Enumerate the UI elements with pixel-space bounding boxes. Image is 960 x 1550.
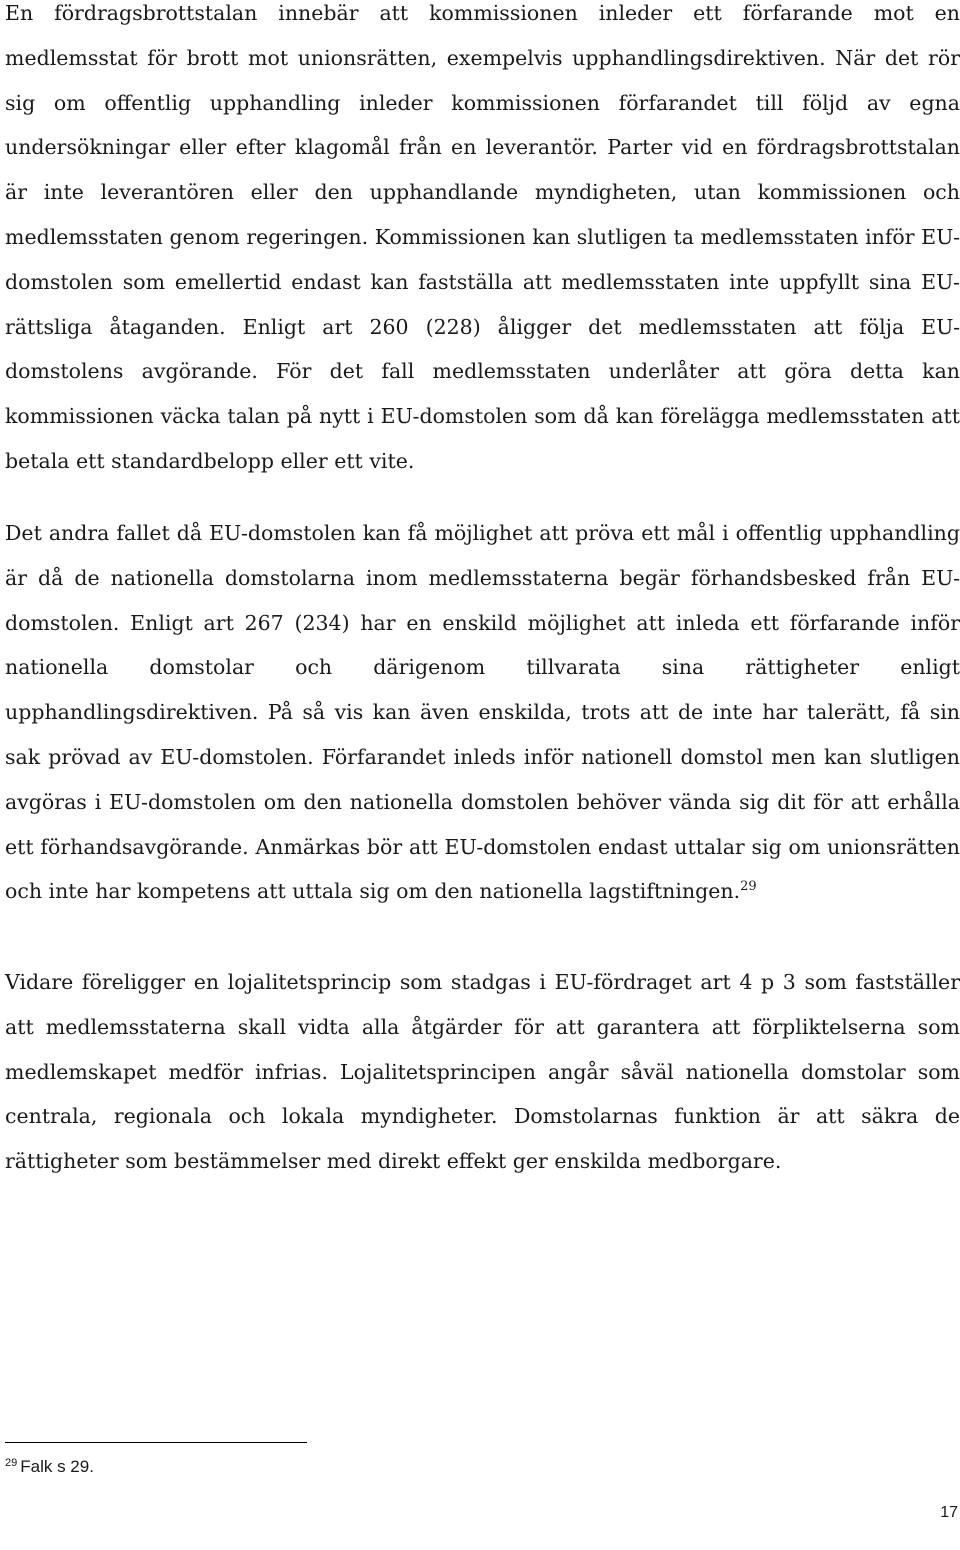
footnote-text: Falk s 29.	[20, 1457, 94, 1476]
paragraph-2	[5, 511, 960, 914]
footnote-separator	[5, 1442, 307, 1443]
page-number: 17	[940, 1504, 958, 1521]
footnote	[5, 1456, 94, 1478]
paragraph-1	[5, 0, 960, 484]
paragraph-1-text: En fördragsbrottstalan innebär att kommissionen inleder ett förfarande mot en medlemsstat för brott mot unionsrätten, exempelvis upphandlingsdirektiven. När det rör sig om offentlig upphandling inleder kommissionen förfarandet till följd av egna undersökningar eller efter klagomål från en leverantör. Parter vid en fördragsbrottstalan är inte leverantören eller den upphandlande myndigheten, utan kommissionen och medlemsstaten genom regeringen. Kommissionen kan slutligen ta medlemsstaten inför EU-domstolen som emellertid endast kan fastställa att medlemsstaten inte uppfyllt sina EU-rättsliga åtaganden. Enligt art 260 (228) åligger det medlemsstaten att följa EU-domstolens avgörande. För det fall medlemsstaten underlåter att göra detta kan kommissionen väcka talan på nytt i EU-domstolen som då kan förelägga medlemsstaten att betala ett standardbelopp eller ett vite.	[5, 1, 960, 473]
footnote-number: 29	[5, 1457, 18, 1469]
paragraph-3-text: Vidare föreligger en lojalitetsprincip som stadgas i EU-fördraget art 4 p 3 som fastställer att medlemsstaterna skall vidta alla åtgärder för att garantera att förpliktelserna som medlemskapet medför infrias. Lojalitetsprincipen angår såväl nationella domstolar som centrala, regionala och lokala myndigheter. Domstolarnas funktion är att säkra de rättigheter som bestämmelser med direkt effekt ger enskilda medborgare.	[5, 970, 960, 1174]
paragraph-2-text: Det andra fallet då EU-domstolen kan få möjlighet att pröva ett mål i offentlig upphandling är då de nationella domstolarna inom medlemsstaterna begär förhandsbesked från EU-domstolen. Enligt art 267 (234) har en enskild möjlighet att inleda ett förfarande inför nationella domstolar och därigenom tillvarata sina rättigheter enligt upphandlingsdirektiven. På så vis kan även enskilda, trots att de inte har talerätt, få sin sak prövad av EU-domstolen. Förfarandet inleds inför nationell domstol men kan slutligen avgöras i EU-domstolen om den nationella domstolen behöver vända sig dit för att erhålla ett förhandsavgörande. Anmärkas bör att EU-domstolen endast uttalar sig om unionsrätten och inte har kompetens att uttala sig om den nationella lagstiftningen.	[5, 521, 960, 904]
footnote-reference[interactable]: 29	[740, 879, 757, 895]
paragraph-3	[5, 960, 960, 1184]
